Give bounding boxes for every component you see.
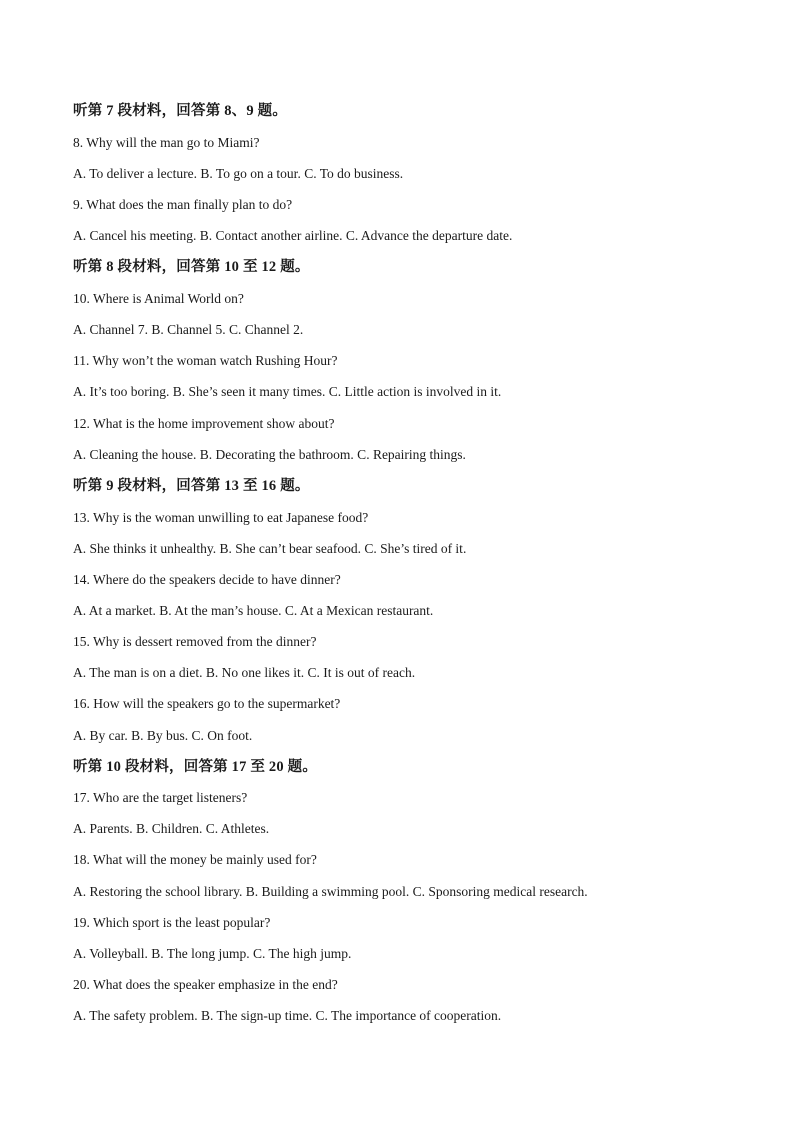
question-10: 10. Where is Animal World on? xyxy=(73,291,244,306)
options-13: A. She thinks it unhealthy. B. She can’t bear seafood. C. She’s tired of it. xyxy=(73,541,467,556)
question-13: 13. Why is the woman unwilling to eat Japanese food? xyxy=(73,510,369,525)
options-16: A. By car. B. By bus. C. On foot. xyxy=(73,728,253,743)
options-20: A. The safety problem. B. The sign-up time. C. The importance of cooperation. xyxy=(73,1008,502,1023)
section-heading-8: 听第 8 段材料，回答第 10 至 12 题。 xyxy=(73,259,310,275)
question-17: 17. Who are the target listeners? xyxy=(73,790,248,805)
options-17: A. Parents. B. Children. C. Athletes. xyxy=(73,821,270,836)
section-heading-9: 听第 9 段材料，回答第 13 至 16 题。 xyxy=(73,478,310,494)
options-19: A. Volleyball. B. The long jump. C. The high jump. xyxy=(73,946,352,961)
options-9: A. Cancel his meeting. B. Contact another airline. C. Advance the departure date. xyxy=(73,228,513,243)
section-heading-10: 听第 10 段材料，回答第 17 至 20 题。 xyxy=(73,759,318,775)
options-10: A. Channel 7. B. Channel 5. C. Channel 2. xyxy=(73,322,304,337)
section-heading-7: 听第 7 段材料，回答第 8、9 题。 xyxy=(73,103,288,119)
question-14: 14. Where do the speakers decide to have dinner? xyxy=(73,572,341,587)
question-11: 11. Why won’t the woman watch Rushing Hour? xyxy=(73,353,338,368)
question-8: 8. Why will the man go to Miami? xyxy=(73,135,260,150)
question-20: 20. What does the speaker emphasize in the end? xyxy=(73,977,338,992)
options-15: A. The man is on a diet. B. No one likes it. C. It is out of reach. xyxy=(73,665,416,680)
options-14: A. At a market. B. At the man’s house. C. At a Mexican restaurant. xyxy=(73,603,434,618)
question-18: 18. What will the money be mainly used for? xyxy=(73,852,317,867)
question-15: 15. Why is dessert removed from the dinner? xyxy=(73,634,317,649)
question-16: 16. How will the speakers go to the supermarket? xyxy=(73,696,341,711)
options-8: A. To deliver a lecture. B. To go on a tour. C. To do business. xyxy=(73,166,404,181)
options-12: A. Cleaning the house. B. Decorating the bathroom. C. Repairing things. xyxy=(73,447,466,462)
options-18: A. Restoring the school library. B. Building a swimming pool. C. Sponsoring medical research. xyxy=(73,884,588,899)
question-9: 9. What does the man finally plan to do? xyxy=(73,197,293,212)
question-19: 19. Which sport is the least popular? xyxy=(73,915,271,930)
options-11: A. It’s too boring. B. She’s seen it many times. C. Little action is involved in it. xyxy=(73,384,502,399)
question-12: 12. What is the home improvement show about? xyxy=(73,416,335,431)
